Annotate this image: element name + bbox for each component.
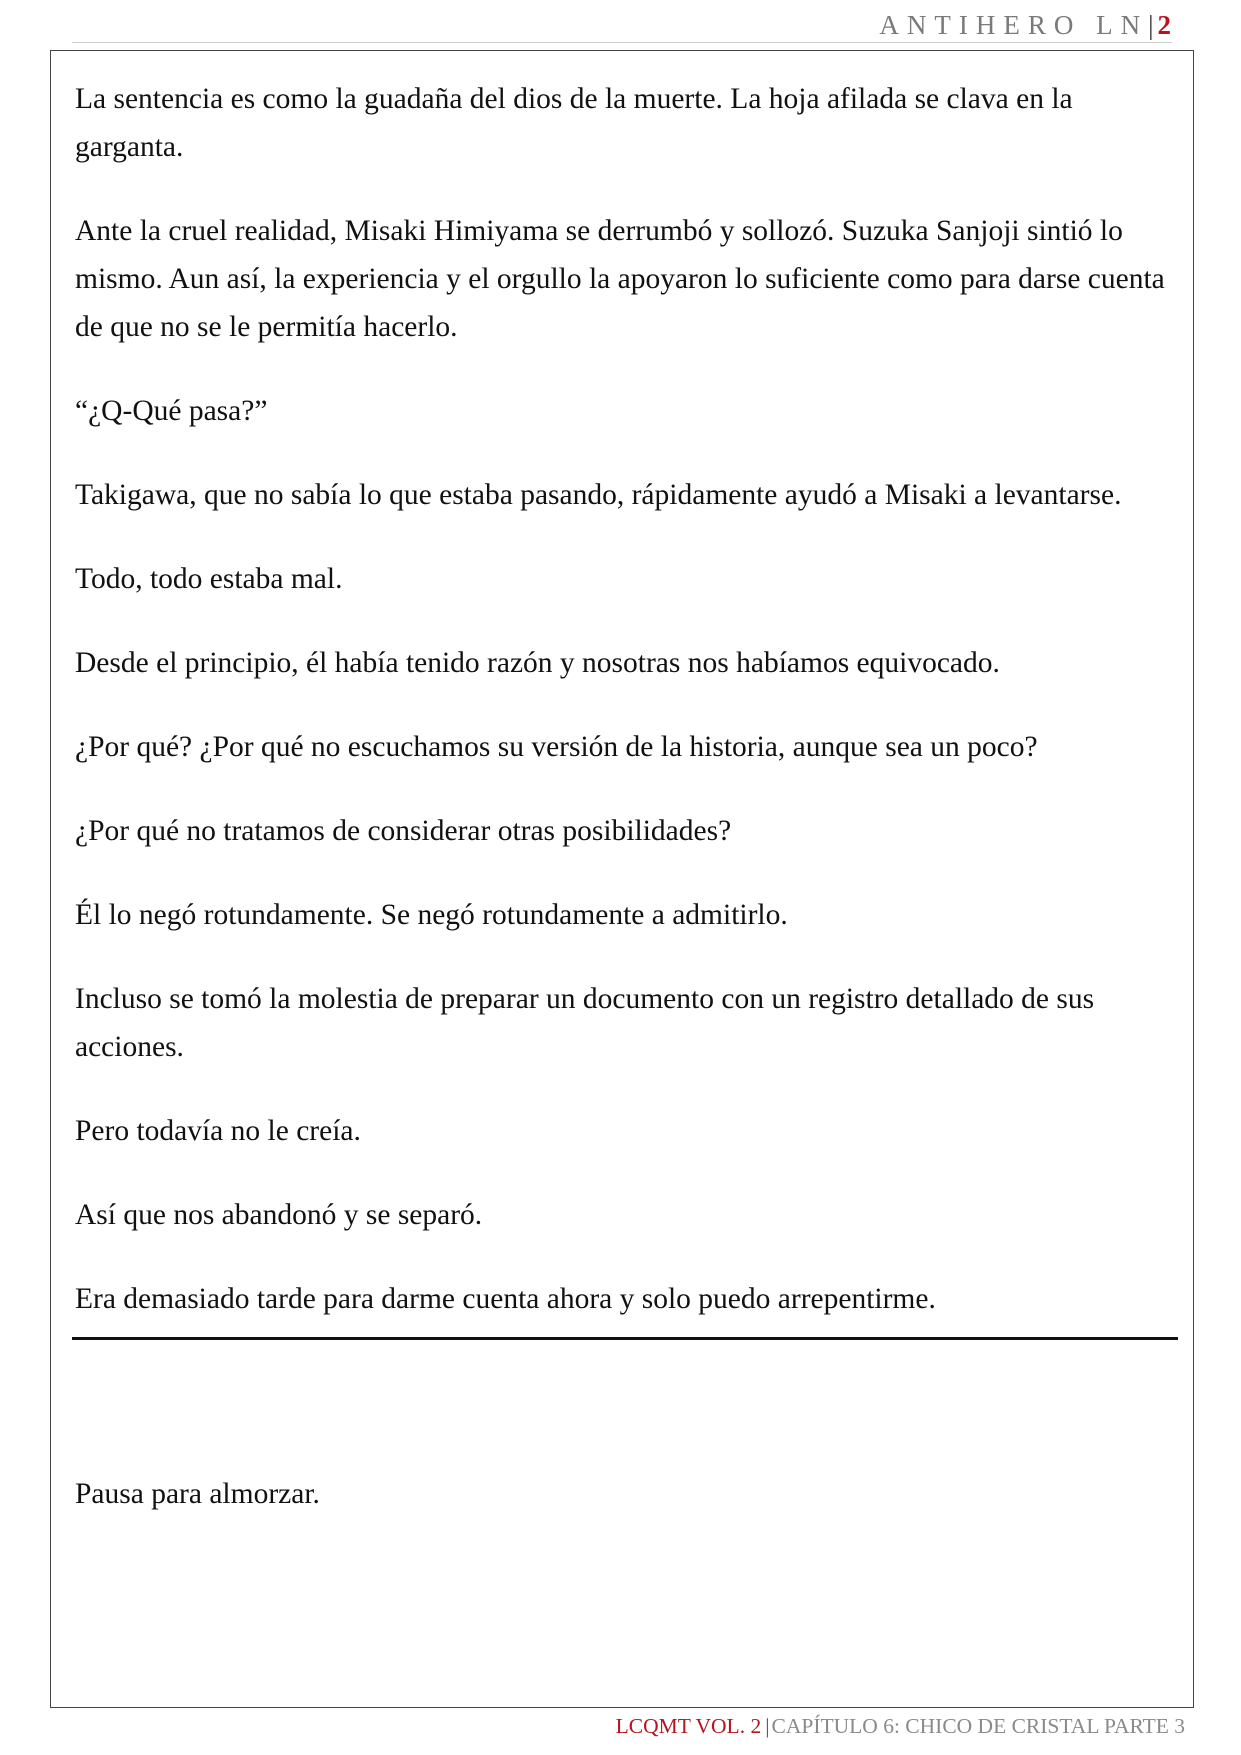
page-number: 2 [1157,9,1171,40]
header-separator: | [1148,9,1154,40]
paragraph: ¿Por qué no tratamos de considerar otras posibilidades? [75,815,732,847]
paragraph: Desde el principio, él había tenido razón y nosotras nos habíamos equivocado. [75,647,1000,679]
paragraph: Así que nos abandonó y se separó. [75,1199,483,1231]
paragraph: Incluso se tomó la molestia de preparar un documento con un registro detallado de sus acciones. [75,983,1095,1063]
paragraph: “¿Q-Qué pasa?” [75,395,268,427]
page-footer [616,1714,1185,1739]
paragraph: Takigawa, que no sabía lo que estaba pasando, rápidamente ayudó a Misaki a levantarse. [75,479,1122,511]
footer-separator: | [765,1714,770,1738]
paragraph: Pausa para almorzar. [75,1478,320,1510]
paragraph: Él lo negó rotundamente. Se negó rotundamente a admitirlo. [75,899,788,931]
header-divider [72,42,1172,43]
paragraph: Todo, todo estaba mal. [75,563,343,595]
header-title: ANTIHERO LN [879,9,1149,40]
paragraph: Era demasiado tarde para darme cuenta ahora y solo puedo arrepentirme. [75,1283,936,1315]
section-divider [72,1337,1178,1340]
paragraph: La sentencia es como la guadaña del dios de la muerte. La hoja afilada se clava en la garganta. [75,83,1073,163]
paragraph: ¿Por qué? ¿Por qué no escuchamos su versión de la historia, aunque sea un poco? [75,731,1038,763]
page-header [879,6,1171,44]
paragraph: Pero todavía no le creía. [75,1115,361,1147]
footer-volume: LCQMT VOL. 2 [615,1714,762,1738]
page-body [75,75,1175,1554]
paragraph: Ante la cruel realidad, Misaki Himiyama se derrumbó y sollozó. Suzuka Sanjoji sintió lo mismo. Aun así, la experiencia y el orgullo la apoyaron lo suficiente como para darse cuenta de que no se le permitía hacerlo. [75,215,1165,343]
footer-chapter: CAPÍTULO 6: CHICO DE CRISTAL PARTE 3 [771,1714,1185,1738]
